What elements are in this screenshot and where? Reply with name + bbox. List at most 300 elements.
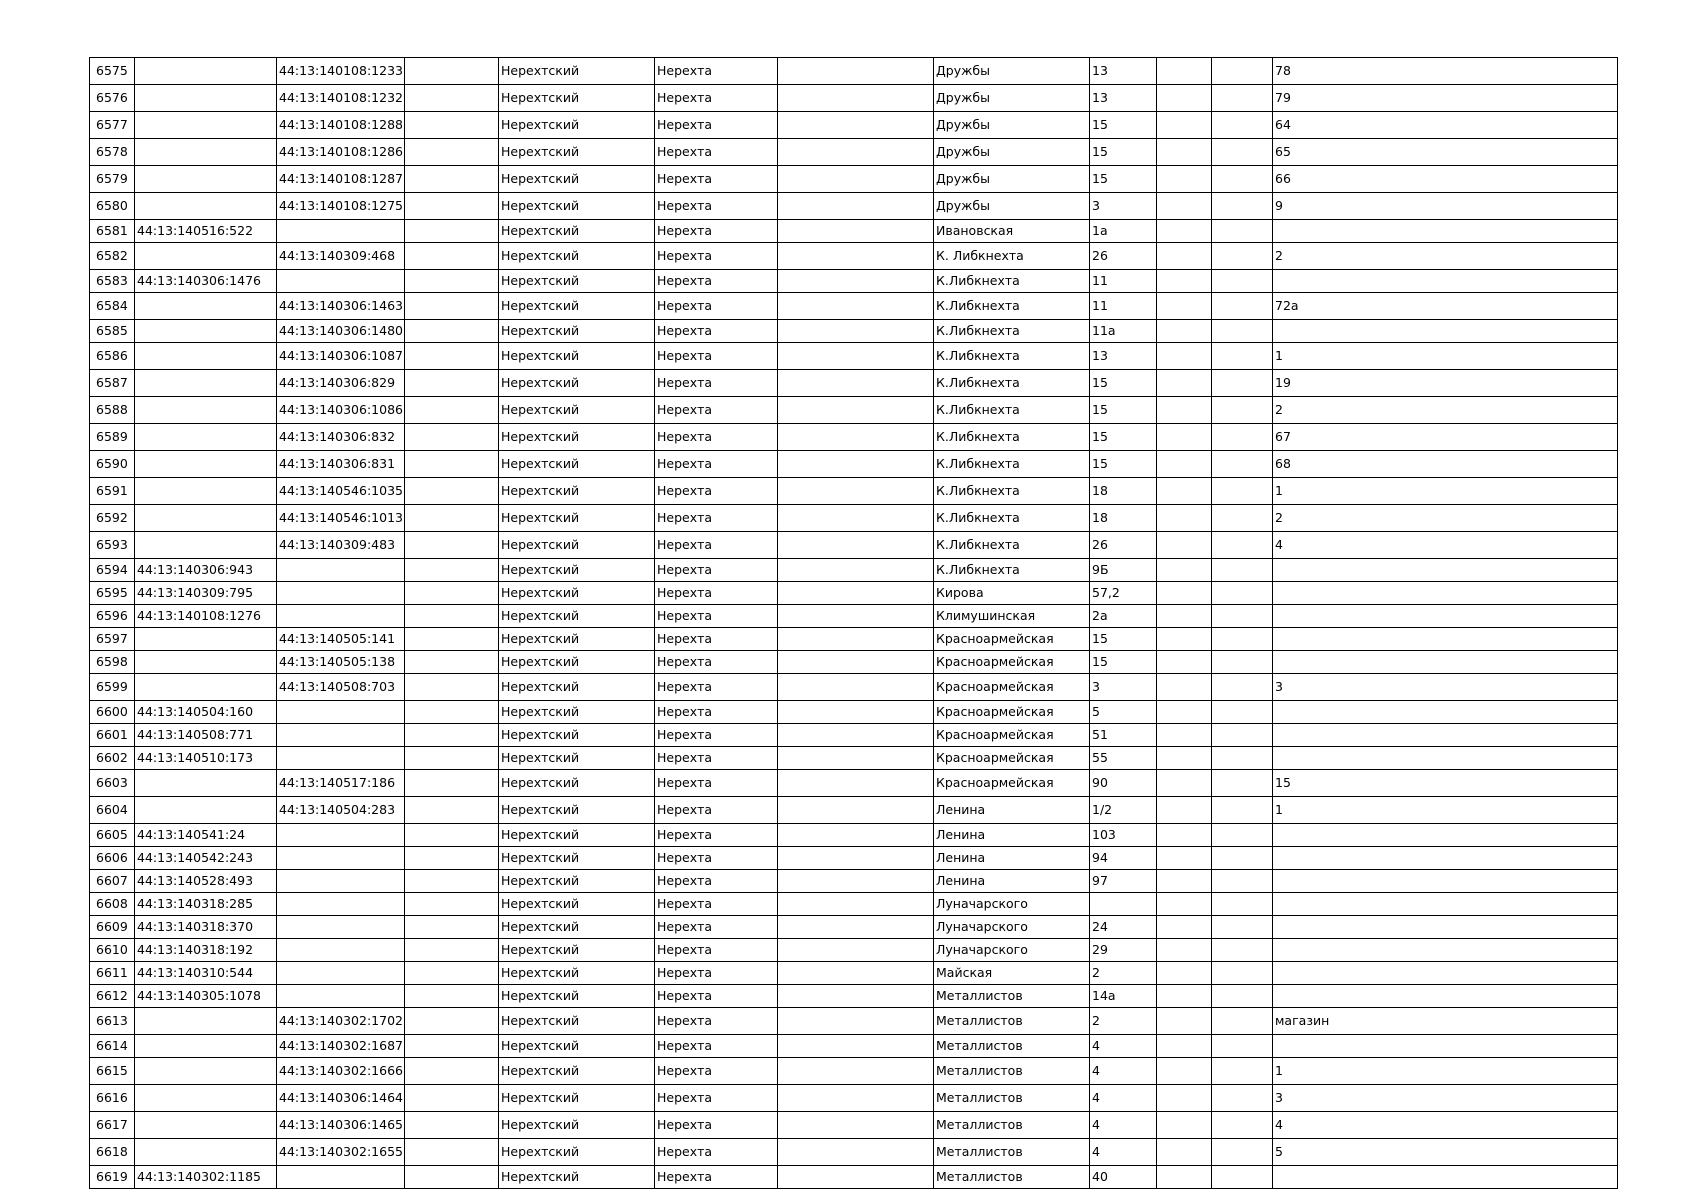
table-row (90, 1139, 1618, 1166)
house-number-cell: 15 (1090, 397, 1157, 424)
empty-cell (1157, 770, 1212, 797)
row-number-cell: 6602 (90, 747, 135, 770)
empty-cell (1212, 532, 1273, 559)
row-number-cell: 6604 (90, 797, 135, 824)
city-cell: Нерехта (655, 724, 778, 747)
empty-cell (1212, 701, 1273, 724)
street-cell: Металлистов (934, 1008, 1090, 1035)
cadastral-number-cell (135, 770, 277, 797)
empty-cell (1157, 582, 1212, 605)
city-cell: Нерехта (655, 916, 778, 939)
empty-cell (1212, 451, 1273, 478)
cadastral-number-cell (135, 139, 277, 166)
table-row (90, 139, 1618, 166)
city-cell: Нерехта (655, 343, 778, 370)
table-row (90, 1085, 1618, 1112)
object-cadastral-number-cell: 44:13:140546:1013 (277, 505, 405, 532)
empty-cell (1157, 220, 1212, 243)
empty-cell (1212, 1058, 1273, 1085)
street-cell: К.Либкнехта (934, 320, 1090, 343)
district-cell: Нерехтский (499, 139, 655, 166)
empty-cell (1212, 770, 1273, 797)
apartment-cell: 67 (1273, 424, 1618, 451)
table-row (90, 962, 1618, 985)
city-cell: Нерехта (655, 582, 778, 605)
empty-cell (778, 370, 934, 397)
row-number-cell: 6618 (90, 1139, 135, 1166)
row-number-cell: 6615 (90, 1058, 135, 1085)
empty-cell (778, 58, 934, 85)
empty-cell (405, 847, 499, 870)
street-cell: К.Либкнехта (934, 478, 1090, 505)
city-cell: Нерехта (655, 1008, 778, 1035)
empty-cell (778, 651, 934, 674)
object-cadastral-number-cell: 44:13:140306:1087 (277, 343, 405, 370)
apartment-cell: 4 (1273, 532, 1618, 559)
empty-cell (1212, 870, 1273, 893)
empty-cell (1212, 397, 1273, 424)
empty-cell (405, 270, 499, 293)
cadastral-number-cell (135, 293, 277, 320)
empty-cell (405, 293, 499, 320)
street-cell: Луначарского (934, 939, 1090, 962)
apartment-cell: 1 (1273, 1058, 1618, 1085)
object-cadastral-number-cell (277, 962, 405, 985)
district-cell: Нерехтский (499, 770, 655, 797)
district-cell: Нерехтский (499, 1058, 655, 1085)
city-cell: Нерехта (655, 505, 778, 532)
cadastral-number-cell: 44:13:140108:1276 (135, 605, 277, 628)
empty-cell (405, 701, 499, 724)
row-number-cell: 6600 (90, 701, 135, 724)
empty-cell (405, 582, 499, 605)
house-number-cell: 4 (1090, 1112, 1157, 1139)
empty-cell (1157, 270, 1212, 293)
table-row (90, 628, 1618, 651)
table-row (90, 724, 1618, 747)
apartment-cell (1273, 724, 1618, 747)
table-row (90, 270, 1618, 293)
cadastral-number-cell (135, 1035, 277, 1058)
table-row (90, 220, 1618, 243)
table-row (90, 1112, 1618, 1139)
apartment-cell: 2 (1273, 243, 1618, 270)
empty-cell (1157, 1085, 1212, 1112)
empty-cell (778, 605, 934, 628)
spreadsheet-page (89, 57, 1617, 1189)
street-cell: Металлистов (934, 1139, 1090, 1166)
object-cadastral-number-cell: 44:13:140504:283 (277, 797, 405, 824)
row-number-cell: 6591 (90, 478, 135, 505)
city-cell: Нерехта (655, 370, 778, 397)
city-cell: Нерехта (655, 770, 778, 797)
street-cell: К.Либкнехта (934, 559, 1090, 582)
empty-cell (1157, 85, 1212, 112)
cadastral-number-cell (135, 243, 277, 270)
empty-cell (778, 505, 934, 532)
district-cell: Нерехтский (499, 985, 655, 1008)
city-cell: Нерехта (655, 166, 778, 193)
apartment-cell: 79 (1273, 85, 1618, 112)
house-number-cell: 26 (1090, 243, 1157, 270)
apartment-cell: 66 (1273, 166, 1618, 193)
city-cell: Нерехта (655, 1085, 778, 1112)
empty-cell (778, 343, 934, 370)
district-cell: Нерехтский (499, 724, 655, 747)
district-cell: Нерехтский (499, 870, 655, 893)
table-row (90, 58, 1618, 85)
empty-cell (1157, 701, 1212, 724)
empty-cell (405, 320, 499, 343)
empty-cell (1157, 747, 1212, 770)
empty-cell (778, 939, 934, 962)
empty-cell (1157, 847, 1212, 870)
row-number-cell: 6597 (90, 628, 135, 651)
empty-cell (1212, 1035, 1273, 1058)
city-cell: Нерехта (655, 559, 778, 582)
house-number-cell: 11 (1090, 293, 1157, 320)
object-cadastral-number-cell: 44:13:140108:1287 (277, 166, 405, 193)
house-number-cell: 15 (1090, 166, 1157, 193)
empty-cell (1212, 674, 1273, 701)
empty-cell (1157, 1112, 1212, 1139)
district-cell: Нерехтский (499, 220, 655, 243)
empty-cell (1157, 651, 1212, 674)
empty-cell (1212, 505, 1273, 532)
empty-cell (778, 674, 934, 701)
object-cadastral-number-cell: 44:13:140309:468 (277, 243, 405, 270)
street-cell: Майская (934, 962, 1090, 985)
city-cell: Нерехта (655, 1058, 778, 1085)
empty-cell (1212, 962, 1273, 985)
cadastral-number-cell: 44:13:140306:1476 (135, 270, 277, 293)
city-cell: Нерехта (655, 797, 778, 824)
city-cell: Нерехта (655, 270, 778, 293)
row-number-cell: 6584 (90, 293, 135, 320)
table-row (90, 674, 1618, 701)
empty-cell (405, 1166, 499, 1189)
apartment-cell: 5 (1273, 1139, 1618, 1166)
street-cell: К.Либкнехта (934, 293, 1090, 320)
empty-cell (778, 85, 934, 112)
house-number-cell: 94 (1090, 847, 1157, 870)
apartment-cell: 3 (1273, 1085, 1618, 1112)
street-cell: К.Либкнехта (934, 451, 1090, 478)
empty-cell (405, 1035, 499, 1058)
empty-cell (405, 770, 499, 797)
table-row (90, 916, 1618, 939)
house-number-cell: 11 (1090, 270, 1157, 293)
city-cell: Нерехта (655, 847, 778, 870)
cadastral-number-cell: 44:13:140305:1078 (135, 985, 277, 1008)
table-row (90, 1058, 1618, 1085)
object-cadastral-number-cell: 44:13:140306:831 (277, 451, 405, 478)
empty-cell (1157, 939, 1212, 962)
apartment-cell: 4 (1273, 1112, 1618, 1139)
row-number-cell: 6599 (90, 674, 135, 701)
cadastral-number-cell: 44:13:140541:24 (135, 824, 277, 847)
empty-cell (1212, 424, 1273, 451)
district-cell: Нерехтский (499, 674, 655, 701)
house-number-cell: 5 (1090, 701, 1157, 724)
table-row (90, 747, 1618, 770)
house-number-cell: 2а (1090, 605, 1157, 628)
empty-cell (1157, 505, 1212, 532)
district-cell: Нерехтский (499, 893, 655, 916)
district-cell: Нерехтский (499, 582, 655, 605)
apartment-cell (1273, 870, 1618, 893)
empty-cell (778, 1112, 934, 1139)
object-cadastral-number-cell: 44:13:140108:1275 (277, 193, 405, 220)
object-cadastral-number-cell: 44:13:140505:141 (277, 628, 405, 651)
empty-cell (405, 58, 499, 85)
empty-cell (778, 1085, 934, 1112)
table-row (90, 824, 1618, 847)
cadastral-number-cell: 44:13:140310:544 (135, 962, 277, 985)
empty-cell (1157, 1035, 1212, 1058)
table-row (90, 243, 1618, 270)
empty-cell (405, 112, 499, 139)
object-cadastral-number-cell (277, 582, 405, 605)
street-cell: Металлистов (934, 1112, 1090, 1139)
cadastral-number-cell (135, 1008, 277, 1035)
house-number-cell: 29 (1090, 939, 1157, 962)
apartment-cell (1273, 651, 1618, 674)
apartment-cell (1273, 962, 1618, 985)
house-number-cell: 40 (1090, 1166, 1157, 1189)
street-cell: Луначарского (934, 916, 1090, 939)
house-number-cell: 15 (1090, 628, 1157, 651)
empty-cell (1212, 1139, 1273, 1166)
empty-cell (1157, 532, 1212, 559)
table-row (90, 582, 1618, 605)
empty-cell (778, 870, 934, 893)
apartment-cell: 19 (1273, 370, 1618, 397)
cadastral-number-cell (135, 478, 277, 505)
cadastral-number-cell (135, 628, 277, 651)
empty-cell (778, 243, 934, 270)
house-number-cell: 9Б (1090, 559, 1157, 582)
empty-cell (405, 193, 499, 220)
house-number-cell: 57,2 (1090, 582, 1157, 605)
row-number-cell: 6588 (90, 397, 135, 424)
table-row (90, 397, 1618, 424)
empty-cell (1157, 320, 1212, 343)
row-number-cell: 6617 (90, 1112, 135, 1139)
apartment-cell (1273, 582, 1618, 605)
house-number-cell: 103 (1090, 824, 1157, 847)
cadastral-number-cell: 44:13:140508:771 (135, 724, 277, 747)
house-number-cell: 55 (1090, 747, 1157, 770)
apartment-cell (1273, 824, 1618, 847)
district-cell: Нерехтский (499, 916, 655, 939)
empty-cell (778, 139, 934, 166)
house-number-cell: 51 (1090, 724, 1157, 747)
apartment-cell: 64 (1273, 112, 1618, 139)
empty-cell (1157, 1008, 1212, 1035)
empty-cell (405, 797, 499, 824)
object-cadastral-number-cell (277, 559, 405, 582)
district-cell: Нерехтский (499, 270, 655, 293)
empty-cell (405, 962, 499, 985)
empty-cell (1212, 220, 1273, 243)
object-cadastral-number-cell: 44:13:140108:1286 (277, 139, 405, 166)
cadastral-number-cell (135, 651, 277, 674)
house-number-cell: 15 (1090, 112, 1157, 139)
empty-cell (405, 397, 499, 424)
house-number-cell: 24 (1090, 916, 1157, 939)
city-cell: Нерехта (655, 397, 778, 424)
street-cell: К.Либкнехта (934, 343, 1090, 370)
cadastral-number-cell: 44:13:140504:160 (135, 701, 277, 724)
table-row (90, 847, 1618, 870)
empty-cell (1157, 916, 1212, 939)
city-cell: Нерехта (655, 320, 778, 343)
street-cell: Ивановская (934, 220, 1090, 243)
empty-cell (1212, 724, 1273, 747)
street-cell: К.Либкнехта (934, 424, 1090, 451)
city-cell: Нерехта (655, 985, 778, 1008)
property-table (89, 57, 1618, 1189)
row-number-cell: 6593 (90, 532, 135, 559)
apartment-cell: 15 (1273, 770, 1618, 797)
empty-cell (1157, 243, 1212, 270)
cadastral-number-cell: 44:13:140318:370 (135, 916, 277, 939)
row-number-cell: 6603 (90, 770, 135, 797)
empty-cell (1157, 478, 1212, 505)
city-cell: Нерехта (655, 293, 778, 320)
street-cell: К.Либкнехта (934, 270, 1090, 293)
street-cell: Металлистов (934, 1058, 1090, 1085)
cadastral-number-cell (135, 674, 277, 701)
cadastral-number-cell (135, 1058, 277, 1085)
district-cell: Нерехтский (499, 628, 655, 651)
district-cell: Нерехтский (499, 847, 655, 870)
empty-cell (1212, 797, 1273, 824)
district-cell: Нерехтский (499, 166, 655, 193)
empty-cell (778, 397, 934, 424)
district-cell: Нерехтский (499, 112, 655, 139)
empty-cell (1157, 824, 1212, 847)
empty-cell (405, 559, 499, 582)
cadastral-number-cell: 44:13:140318:192 (135, 939, 277, 962)
empty-cell (405, 916, 499, 939)
district-cell: Нерехтский (499, 424, 655, 451)
object-cadastral-number-cell (277, 605, 405, 628)
street-cell: К.Либкнехта (934, 370, 1090, 397)
empty-cell (405, 370, 499, 397)
empty-cell (778, 112, 934, 139)
table-row (90, 451, 1618, 478)
table-row (90, 532, 1618, 559)
empty-cell (1157, 293, 1212, 320)
empty-cell (1157, 724, 1212, 747)
house-number-cell: 15 (1090, 451, 1157, 478)
table-row (90, 505, 1618, 532)
cadastral-number-cell (135, 1139, 277, 1166)
house-number-cell: 4 (1090, 1085, 1157, 1112)
row-number-cell: 6619 (90, 1166, 135, 1189)
empty-cell (1212, 747, 1273, 770)
row-number-cell: 6582 (90, 243, 135, 270)
apartment-cell: 2 (1273, 505, 1618, 532)
district-cell: Нерехтский (499, 293, 655, 320)
empty-cell (1157, 112, 1212, 139)
empty-cell (1212, 582, 1273, 605)
house-number-cell: 1а (1090, 220, 1157, 243)
street-cell: Ленина (934, 847, 1090, 870)
district-cell: Нерехтский (499, 1035, 655, 1058)
table-row (90, 893, 1618, 916)
district-cell: Нерехтский (499, 532, 655, 559)
row-number-cell: 6611 (90, 962, 135, 985)
empty-cell (1157, 139, 1212, 166)
empty-cell (1157, 893, 1212, 916)
apartment-cell (1273, 747, 1618, 770)
house-number-cell: 2 (1090, 1008, 1157, 1035)
empty-cell (1157, 605, 1212, 628)
apartment-cell: 1 (1273, 478, 1618, 505)
street-cell: Красноармейская (934, 747, 1090, 770)
object-cadastral-number-cell: 44:13:140302:1687 (277, 1035, 405, 1058)
apartment-cell: 1 (1273, 797, 1618, 824)
house-number-cell: 18 (1090, 478, 1157, 505)
street-cell: Красноармейская (934, 701, 1090, 724)
empty-cell (405, 220, 499, 243)
empty-cell (1212, 1166, 1273, 1189)
table-row (90, 605, 1618, 628)
empty-cell (778, 1008, 934, 1035)
district-cell: Нерехтский (499, 651, 655, 674)
apartment-cell (1273, 628, 1618, 651)
street-cell: Дружбы (934, 193, 1090, 220)
cadastral-number-cell (135, 532, 277, 559)
object-cadastral-number-cell: 44:13:140546:1035 (277, 478, 405, 505)
city-cell: Нерехта (655, 747, 778, 770)
house-number-cell: 15 (1090, 424, 1157, 451)
city-cell: Нерехта (655, 424, 778, 451)
city-cell: Нерехта (655, 451, 778, 478)
house-number-cell: 97 (1090, 870, 1157, 893)
empty-cell (778, 270, 934, 293)
object-cadastral-number-cell (277, 747, 405, 770)
city-cell: Нерехта (655, 220, 778, 243)
house-number-cell (1090, 893, 1157, 916)
empty-cell (1212, 985, 1273, 1008)
apartment-cell (1273, 916, 1618, 939)
empty-cell (1157, 58, 1212, 85)
street-cell: Дружбы (934, 112, 1090, 139)
empty-cell (1157, 1139, 1212, 1166)
table-row (90, 985, 1618, 1008)
empty-cell (405, 166, 499, 193)
row-number-cell: 6585 (90, 320, 135, 343)
object-cadastral-number-cell: 44:13:140108:1288 (277, 112, 405, 139)
table-row (90, 870, 1618, 893)
row-number-cell: 6578 (90, 139, 135, 166)
empty-cell (405, 532, 499, 559)
house-number-cell: 15 (1090, 139, 1157, 166)
empty-cell (405, 243, 499, 270)
table-row (90, 1035, 1618, 1058)
district-cell: Нерехтский (499, 397, 655, 424)
object-cadastral-number-cell: 44:13:140306:1463 (277, 293, 405, 320)
object-cadastral-number-cell: 44:13:140309:483 (277, 532, 405, 559)
row-number-cell: 6577 (90, 112, 135, 139)
empty-cell (1212, 58, 1273, 85)
district-cell: Нерехтский (499, 1085, 655, 1112)
empty-cell (1157, 343, 1212, 370)
